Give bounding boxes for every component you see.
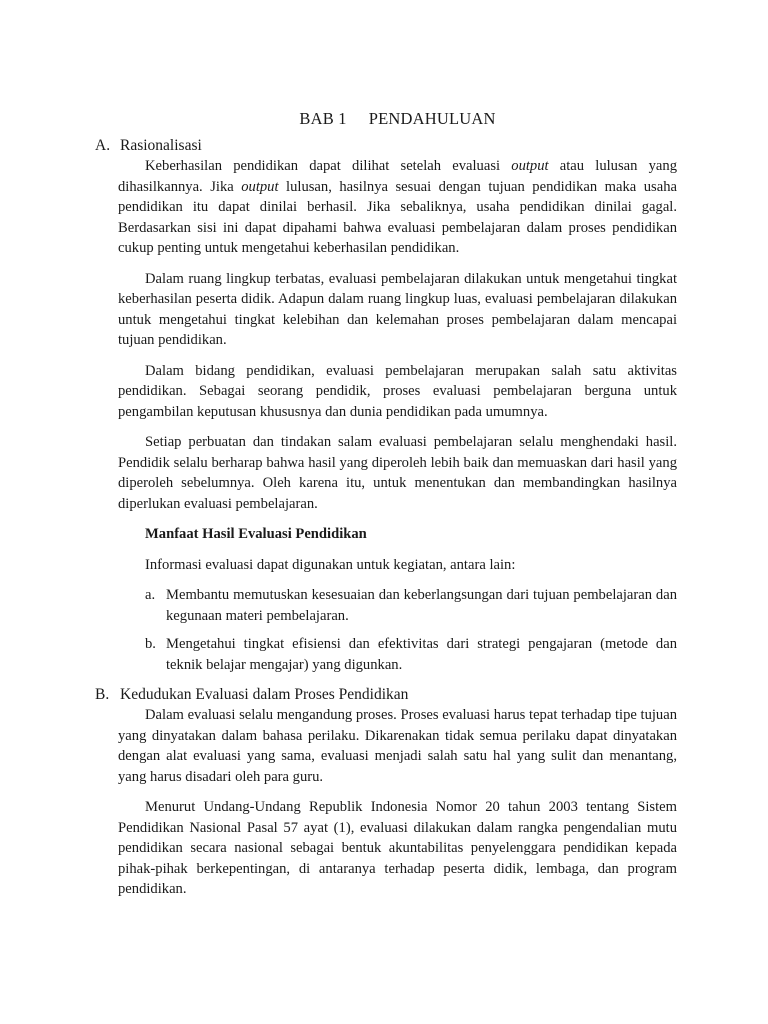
- section-a-heading: [95, 136, 677, 156]
- section-b-title: Kedudukan Evaluasi dalam Proses Pendidikan: [120, 686, 409, 703]
- section-a-paragraph-4: Setiap perbuatan dan tindakan salam evaluasi pembelajaran selalu menghendaki hasil. Pendidik selalu berharap bahwa hasil yang diperoleh lebih baik dan memuaskan dari hasil yang diperoleh sebelumnya. Oleh karena itu, untuk menentukan dan membandingkan hasilnya diperlukan evaluasi pembelajaran.: [118, 434, 677, 512]
- section-b-heading: [95, 685, 677, 705]
- section-a-paragraph-3: Dalam bidang pendidikan, evaluasi pembelajaran merupakan salah satu aktivitas pendidikan. Sebagai seorang pendidik, proses evaluasi pembelajaran berguna untuk pengambilan keputusan khususnya dan dunia pendidikan pada umumnya.: [118, 362, 677, 420]
- section-a-title: Rasionalisasi: [120, 137, 202, 154]
- benefits-subheading: Manfaat Hasil Evaluasi Pendidikan: [145, 526, 367, 542]
- section-a-paragraph-2: Dalam ruang lingkup terbatas, evaluasi pembelajaran dilakukan untuk mengetahui tingkat keberhasilan peserta didik. Adapun dalam ruang lingkup luas, evaluasi pembelajaran dilakukan untuk mengetahui tingkat kelebihan dan kelemahan proses pembelajaran dalam mencapai tujuan pendidikan.: [118, 270, 677, 348]
- chapter-number: BAB 1: [299, 109, 347, 128]
- list-item: [145, 634, 677, 675]
- chapter-name: PENDAHULUAN: [368, 109, 496, 128]
- benefits-list: [118, 585, 677, 675]
- section-b-paragraph-1: Dalam evaluasi selalu mengandung proses. Proses evaluasi harus tepat terhadap tipe tujuan yang dinyatakan dalam bahasa perilaku. Dikarenakan tidak semua perilaku dapat dinyatakan dengan alat evaluasi yang sama, evaluasi menjadi salah satu hal yang sulit dan menantang, yang harus disadari oleh para guru.: [118, 707, 677, 785]
- list-text: Membantu memutuskan kesesuaian dan keberlangsungan dari tujuan pembelajaran dan kegunaan materi pembelajaran.: [166, 587, 677, 624]
- benefits-intro: Informasi evaluasi dapat digunakan untuk kegiatan, antara lain:: [145, 556, 516, 573]
- list-text: Mengetahui tingkat efisiensi dan efektivitas dari strategi pengajaran (metode dan teknik belajar mengajar) yang digunkan.: [166, 636, 677, 673]
- list-marker: b.: [145, 636, 156, 652]
- section-b-letter: B.: [95, 686, 110, 703]
- list-marker: a.: [145, 587, 156, 603]
- list-item: [145, 585, 677, 626]
- emphasis-output-1: output: [511, 158, 549, 174]
- chapter-title: [118, 108, 677, 130]
- section-b-paragraph-2: Menurut Undang-Undang Republik Indonesia Nomor 20 tahun 2003 tentang Sistem Pendidikan Nasional Pasal 57 ayat (1), evaluasi dilakukan dalam rangka pengendalian mutu pendidikan secara nasional sebagai bentuk akuntabilitas penyelenggara pendidikan kepada pihak-pihak berkepentingan, di antaranya terhadap peserta didik, lembaga, dan program pendidikan.: [118, 799, 677, 897]
- emphasis-output-2: output: [241, 178, 279, 195]
- section-a-paragraph-1: Keberhasilan pendidikan dapat dilihat setelah evaluasi output atau lulusan yang dihasilkannya. Jika output lulusan, hasilnya sesuai dengan tujuan pendidikan maka usaha pendidikan itu dapat dinilai berhasil. Jika sebaliknya, usaha pendidikan dinilai gagal. Berdasarkan sisi ini dapat dipahami bahwa evaluasi pembelajaran dalam proses pendidikan cukup penting untuk mengetahui keberhasilan pendidikan.: [118, 158, 677, 256]
- section-a-letter: A.: [95, 137, 111, 154]
